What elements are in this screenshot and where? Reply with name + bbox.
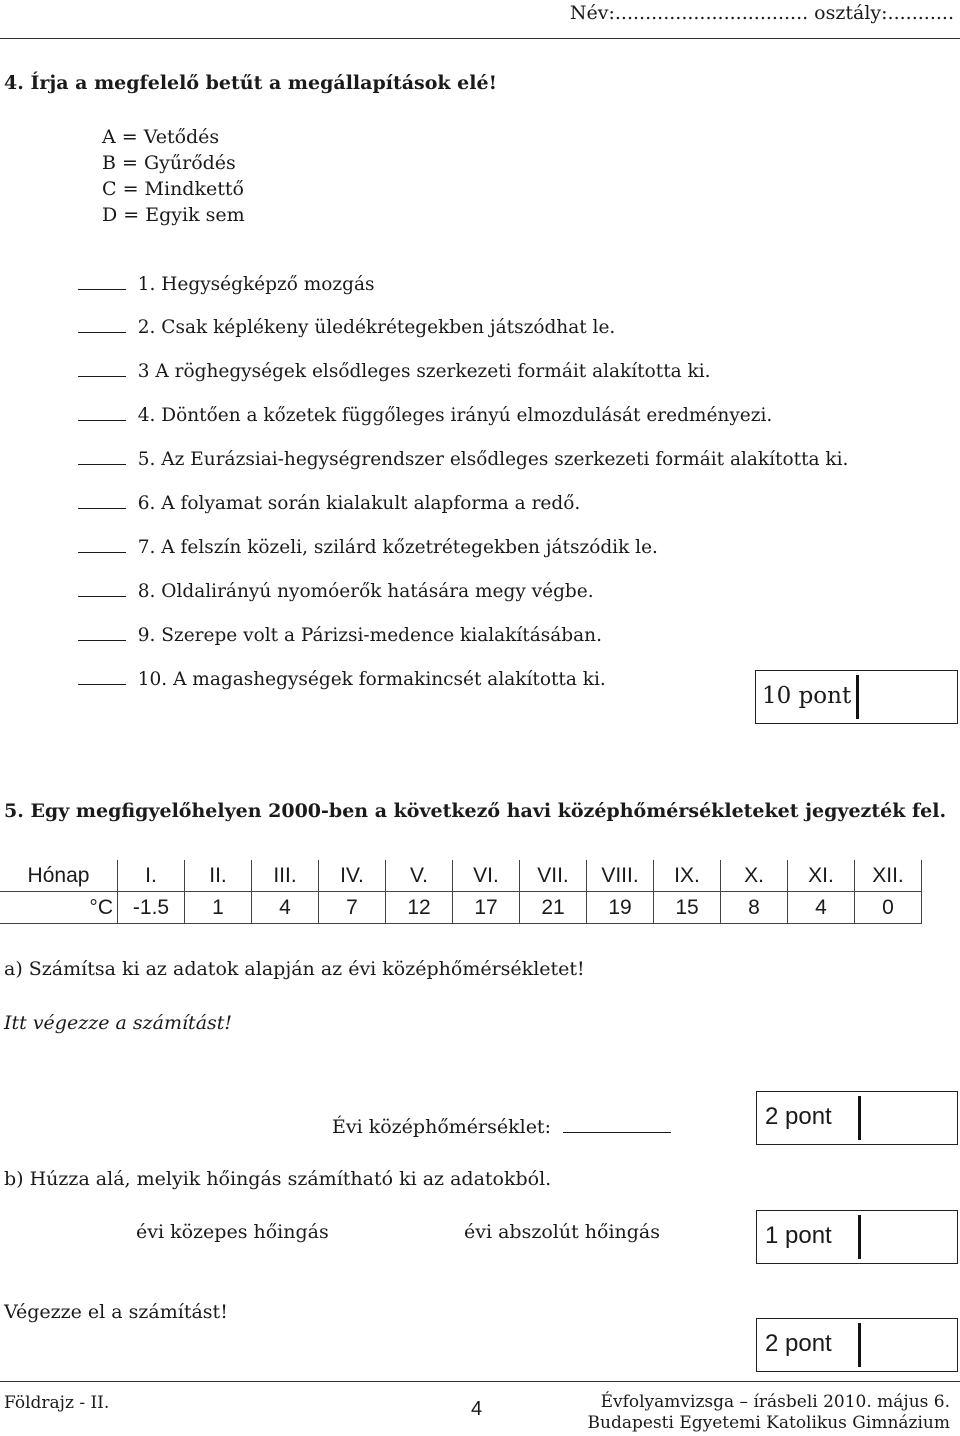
q5a-text: a) Számítsa ki az adatok alapján az évi középhőmérsékletet! — [4, 958, 585, 980]
month-cell: VIII. — [587, 860, 654, 892]
answer-blank[interactable] — [78, 684, 126, 685]
q4-points-label: 10 pont — [762, 683, 852, 709]
q5a-result — [332, 1116, 671, 1138]
q5a-points-label: 2 pont — [765, 1103, 832, 1130]
q4-item-4: 4. Döntően a kőzetek függőleges irányú elmozdulását eredményezi. — [78, 405, 772, 426]
footer-rule — [0, 1381, 960, 1382]
row-label-celsius: °C — [0, 892, 118, 924]
q4-item-6: 6. A folyamat során kialakult alapforma a redő. — [78, 493, 580, 514]
temperature-table — [0, 860, 922, 924]
answer-blank[interactable] — [78, 640, 126, 641]
temp-cell: 4 — [252, 892, 319, 924]
temp-cell: 19 — [587, 892, 654, 924]
score-field-marker — [858, 1096, 861, 1140]
q5c-points-box — [756, 1318, 958, 1372]
q5c-text: Végezze el a számítást! — [4, 1301, 228, 1323]
q4-option-b: B = Gyűrődés — [102, 152, 236, 174]
q5a-result-label: Évi középhőmérséklet: — [332, 1116, 551, 1138]
month-cell: VI. — [453, 860, 520, 892]
q5b-option-1[interactable]: évi közepes hőingás — [136, 1221, 329, 1243]
q5-title: 5. Egy megfigyelőhelyen 2000-ben a következő havi középhőmérsékleteket jegyezték fel. — [4, 800, 947, 822]
temp-cell: 15 — [654, 892, 721, 924]
answer-blank[interactable] — [78, 376, 126, 377]
answer-blank[interactable] — [78, 464, 126, 465]
answer-blank[interactable] — [78, 332, 126, 333]
month-cell: I. — [118, 860, 185, 892]
q4-item-5: 5. Az Eurázsiai-hegységrendszer elsődleges szerkezeti formáit alakította ki. — [78, 449, 848, 470]
score-field-marker — [856, 675, 859, 719]
month-cell: IV. — [319, 860, 386, 892]
answer-blank[interactable] — [78, 289, 126, 290]
footer-exam-info: Évfolyamvizsga – írásbeli 2010. május 6. — [600, 1392, 950, 1412]
row-label-month: Hónap — [0, 860, 118, 892]
q4-item-8: 8. Oldalirányú nyomóerők hatására megy végbe. — [78, 581, 594, 602]
q4-item-1: 1. Hegységképző mozgás — [78, 274, 375, 295]
footer-page-number: 4 — [471, 1398, 483, 1420]
q4-item-7: 7. A felszín közeli, szilárd kőzetrétegekben játszódik le. — [78, 537, 658, 558]
temp-cell: 21 — [520, 892, 587, 924]
month-cell: XII. — [855, 860, 922, 892]
score-field-marker — [858, 1215, 861, 1259]
q4-points-box — [755, 670, 958, 724]
temp-cell: 1 — [185, 892, 252, 924]
q4-option-d: D = Egyik sem — [102, 204, 245, 226]
score-field-marker — [858, 1323, 861, 1367]
q4-item-2: 2. Csak képlékeny üledékrétegekben játszódhat le. — [78, 317, 615, 338]
month-cell: IX. — [654, 860, 721, 892]
month-cell: II. — [185, 860, 252, 892]
q5a-hint: Itt végezze a számítást! — [4, 1012, 233, 1034]
q5b-text: b) Húzza alá, melyik hőingás számítható ki az adatokból. — [4, 1168, 552, 1190]
answer-blank[interactable] — [78, 420, 126, 421]
temp-cell: 8 — [721, 892, 788, 924]
answer-blank[interactable] — [78, 552, 126, 553]
q5b-option-2[interactable]: évi abszolút hőingás — [464, 1221, 661, 1243]
header-rule — [0, 38, 960, 39]
q4-item-3: 3 A röghegységek elsődleges szerkezeti formáit alakította ki. — [78, 361, 711, 382]
q5b-points-box — [756, 1210, 958, 1264]
temp-cell: 12 — [386, 892, 453, 924]
months-row — [0, 860, 922, 892]
answer-blank[interactable] — [78, 596, 126, 597]
month-cell: XI. — [788, 860, 855, 892]
q5b-points-label: 1 pont — [765, 1222, 832, 1249]
temp-cell: -1.5 — [118, 892, 185, 924]
q4-item-10: 10. A magashegységek formakincsét alakította ki. — [78, 669, 606, 690]
month-cell: III. — [252, 860, 319, 892]
footer-subject: Földrajz - II. — [4, 1393, 110, 1413]
q5a-points-box — [756, 1091, 958, 1145]
q4-option-c: C = Mindkettő — [102, 178, 244, 200]
q5c-points-label: 2 pont — [765, 1330, 832, 1357]
q4-title: 4. Írja a megfelelő betűt a megállapítások elé! — [4, 72, 497, 94]
temp-cell: 0 — [855, 892, 922, 924]
temp-cell: 17 — [453, 892, 520, 924]
footer-school: Budapesti Egyetemi Katolikus Gimnázium — [587, 1413, 950, 1433]
temp-cell: 4 — [788, 892, 855, 924]
month-cell: X. — [721, 860, 788, 892]
month-cell: VII. — [520, 860, 587, 892]
result-blank[interactable] — [563, 1132, 671, 1133]
name-class-line: Név:................................ osztály:........... — [569, 2, 954, 24]
answer-blank[interactable] — [78, 508, 126, 509]
q4-option-a: A = Vetődés — [102, 126, 220, 148]
temperature-row — [0, 892, 922, 924]
month-cell: V. — [386, 860, 453, 892]
q4-item-9: 9. Szerepe volt a Párizsi-medence kialakításában. — [78, 625, 602, 646]
temp-cell: 7 — [319, 892, 386, 924]
